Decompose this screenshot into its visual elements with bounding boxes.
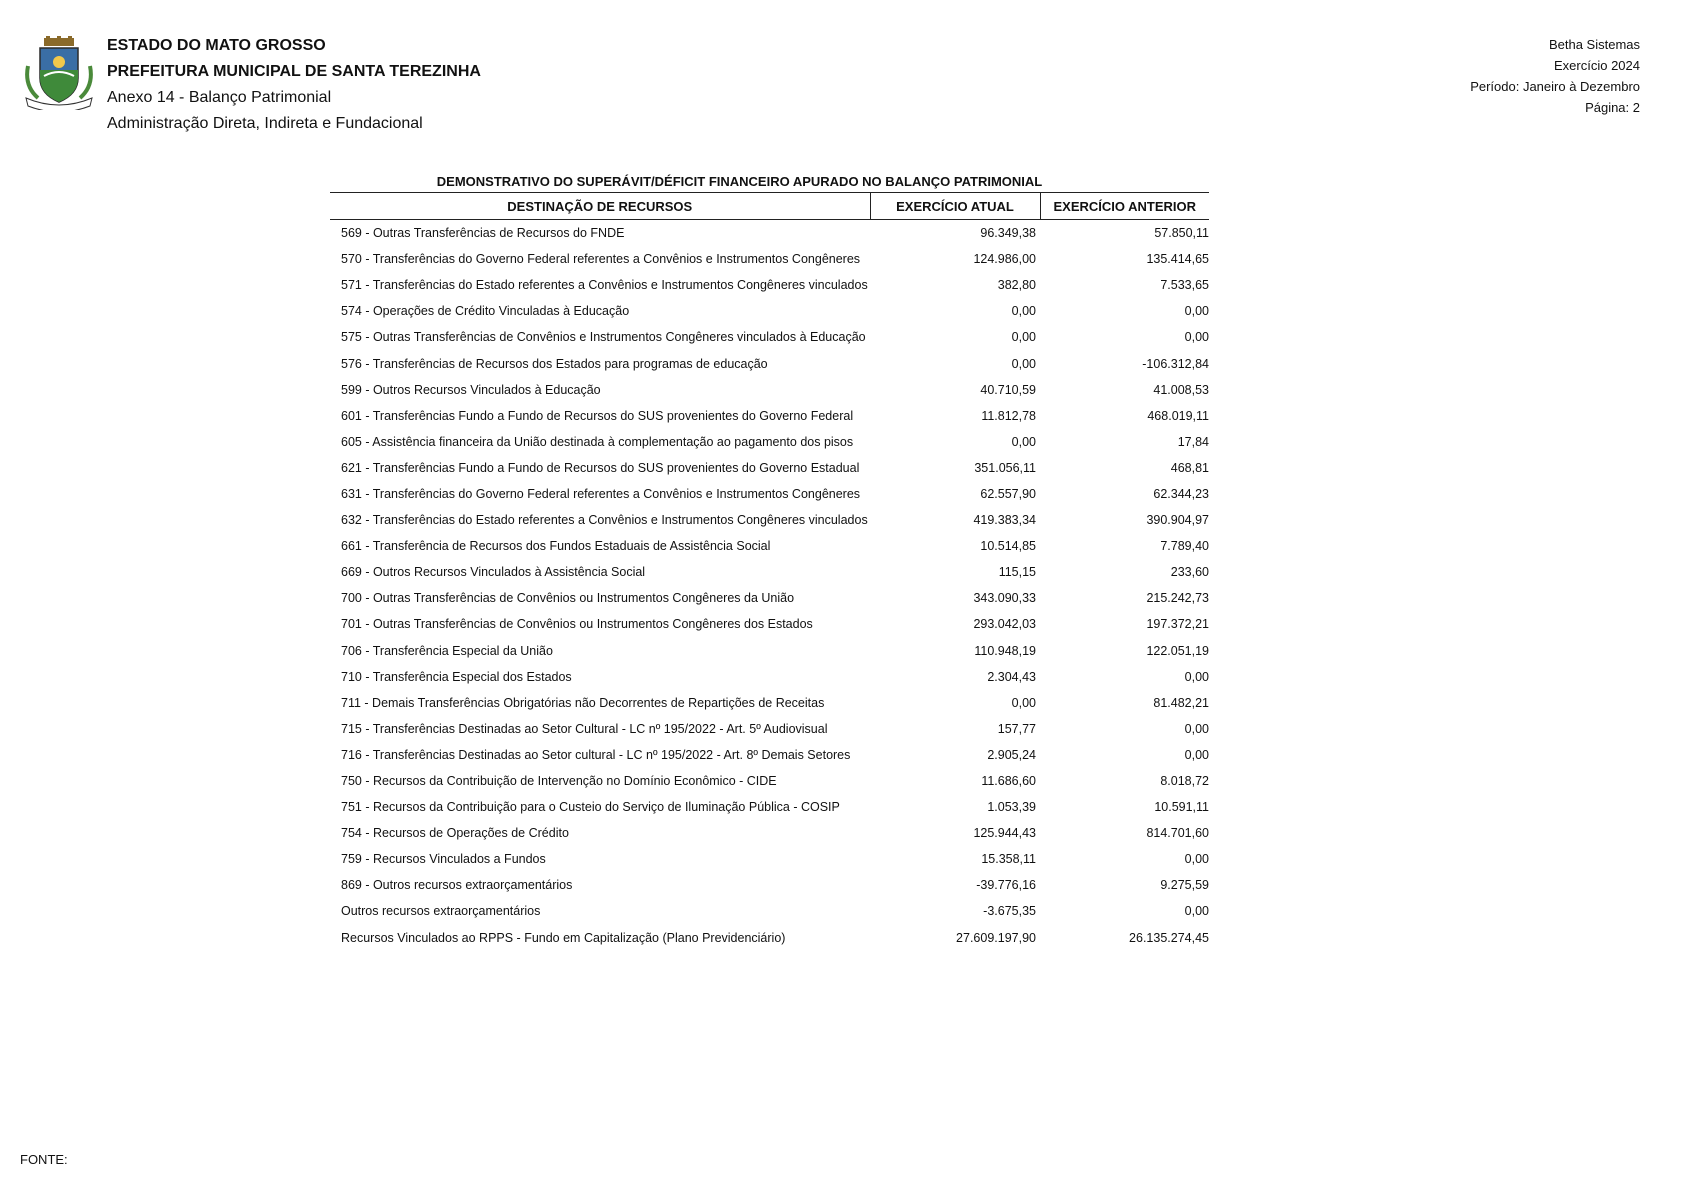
row-destination: 601 - Transferências Fundo a Fundo de Recursos do SUS provenientes do Governo Federal xyxy=(341,408,854,423)
table-row xyxy=(330,638,1209,664)
row-destination: 759 - Recursos Vinculados a Fundos xyxy=(341,852,546,867)
row-destination: 754 - Recursos de Operações de Crédito xyxy=(341,826,569,841)
table-row xyxy=(330,611,1209,637)
row-destination: 621 - Transferências Fundo a Fundo de Recursos do SUS provenientes do Governo Estadual xyxy=(341,460,860,475)
row-previous-year-value: 0,00 xyxy=(1184,304,1209,319)
row-previous-year-value: 8.018,72 xyxy=(1160,774,1209,789)
table-row xyxy=(330,377,1209,403)
row-destination: 599 - Outros Recursos Vinculados à Educação xyxy=(341,382,601,397)
table-row xyxy=(330,690,1209,716)
table-row xyxy=(330,220,1209,247)
row-destination: 715 - Transferências Destinadas ao Setor Cultural - LC nº 195/2022 - Art. 5º Audiovisual xyxy=(341,721,828,736)
row-previous-year-value: 7.789,40 xyxy=(1160,539,1209,554)
report-title: DEMONSTRATIVO DO SUPERÁVIT/DÉFICIT FINANCEIRO APURADO NO BALANÇO PATRIMONIAL xyxy=(436,174,1043,189)
row-current-year-value: 125.944,43 xyxy=(973,826,1036,841)
resources-table xyxy=(330,192,1209,951)
row-current-year-value: 124.986,00 xyxy=(973,252,1036,267)
row-current-year-value: 2.905,24 xyxy=(987,747,1036,762)
table-row xyxy=(330,507,1209,533)
row-current-year-value: 343.090,33 xyxy=(973,591,1036,606)
column-header-destination: DESTINAÇÃO DE RECURSOS xyxy=(330,193,870,220)
source-label: FONTE: xyxy=(20,1152,68,1167)
row-current-year-value: -39.776,16 xyxy=(976,878,1036,893)
table-row xyxy=(330,350,1209,376)
table-row xyxy=(330,846,1209,872)
row-previous-year-value: 135.414,65 xyxy=(1146,252,1209,267)
exercise-year: Exercício 2024 xyxy=(1554,58,1640,73)
table-row xyxy=(330,246,1209,272)
state-name: ESTADO DO MATO GROSSO xyxy=(107,37,326,54)
row-current-year-value: 115,15 xyxy=(998,565,1036,580)
table-row xyxy=(330,820,1209,846)
municipality-name: PREFEITURA MUNICIPAL DE SANTA TEREZINHA xyxy=(107,63,481,80)
row-destination: 701 - Outras Transferências de Convênios ou Instrumentos Congêneres dos Estados xyxy=(341,617,813,632)
row-current-year-value: 110.948,19 xyxy=(974,643,1036,658)
row-previous-year-value: 10.591,11 xyxy=(1154,800,1209,815)
row-previous-year-value: 81.482,21 xyxy=(1153,695,1209,710)
row-current-year-value: 96.349,38 xyxy=(980,226,1036,241)
row-destination: 571 - Transferências do Estado referentes a Convênios e Instrumentos Congêneres vinculados xyxy=(341,278,868,293)
row-current-year-value: 0,00 xyxy=(1011,695,1036,710)
row-destination: 576 - Transferências de Recursos dos Estados para programas de educação xyxy=(341,356,768,371)
row-current-year-value: 0,00 xyxy=(1011,434,1036,449)
row-current-year-value: 27.609.197,90 xyxy=(956,930,1036,945)
row-destination: 605 - Assistência financeira da União destinada à complementação ao pagamento dos pisos xyxy=(341,434,854,449)
table-row xyxy=(330,455,1209,481)
row-previous-year-value: 57.850,11 xyxy=(1154,226,1209,241)
system-name: Betha Sistemas xyxy=(1548,37,1640,52)
table-row xyxy=(330,664,1209,690)
row-current-year-value: 382,80 xyxy=(997,278,1036,293)
row-previous-year-value: 17,84 xyxy=(1177,434,1209,449)
column-header-previous-year: EXERCÍCIO ANTERIOR xyxy=(1040,193,1209,220)
row-current-year-value: 40.710,59 xyxy=(980,382,1036,397)
row-previous-year-value: -106.312,84 xyxy=(1142,356,1209,371)
row-destination: 716 - Transferências Destinadas ao Setor cultural - LC nº 195/2022 - Art. 8º Demais Setores xyxy=(341,747,851,762)
row-previous-year-value: 468,81 xyxy=(1170,460,1209,475)
row-previous-year-value: 0,00 xyxy=(1184,721,1209,736)
period: Período: Janeiro à Dezembro xyxy=(1470,79,1640,94)
row-current-year-value: 11.812,78 xyxy=(981,408,1036,423)
row-destination: 751 - Recursos da Contribuição para o Custeio do Serviço de Iluminação Pública - COSIP xyxy=(341,800,840,815)
administration-scope: Administração Direta, Indireta e Fundacional xyxy=(107,115,423,132)
table-row xyxy=(330,768,1209,794)
report-meta xyxy=(1470,34,1640,118)
row-current-year-value: 15.358,11 xyxy=(981,852,1036,867)
row-destination: 710 - Transferência Especial dos Estados xyxy=(341,669,572,684)
table-row xyxy=(330,324,1209,350)
row-previous-year-value: 814.701,60 xyxy=(1146,826,1209,841)
row-current-year-value: 351.056,11 xyxy=(974,460,1036,475)
table-row xyxy=(330,533,1209,559)
table-row xyxy=(330,925,1209,951)
row-previous-year-value: 197.372,21 xyxy=(1146,617,1209,632)
row-destination: 574 - Operações de Crédito Vinculadas à Educação xyxy=(341,304,630,319)
row-previous-year-value: 9.275,59 xyxy=(1160,878,1209,893)
row-previous-year-value: 0,00 xyxy=(1184,747,1209,762)
row-previous-year-value: 26.135.274,45 xyxy=(1129,930,1209,945)
row-previous-year-value: 215.242,73 xyxy=(1146,591,1209,606)
row-current-year-value: 419.383,34 xyxy=(973,513,1036,528)
row-destination: 569 - Outras Transferências de Recursos do FNDE xyxy=(341,226,625,241)
page-number: Página: 2 xyxy=(1585,100,1640,115)
row-current-year-value: 11.686,60 xyxy=(981,774,1036,789)
row-destination: 575 - Outras Transferências de Convênios e Instrumentos Congêneres vinculados à Educação xyxy=(341,330,866,345)
row-destination: 869 - Outros recursos extraorçamentários xyxy=(341,878,573,893)
coat-of-arms-icon xyxy=(22,36,96,110)
row-current-year-value: 0,00 xyxy=(1011,330,1036,345)
row-current-year-value: 10.514,85 xyxy=(980,539,1036,554)
row-previous-year-value: 0,00 xyxy=(1184,330,1209,345)
row-destination: 750 - Recursos da Contribuição de Intervenção no Domínio Econômico - CIDE xyxy=(341,774,777,789)
row-previous-year-value: 62.344,23 xyxy=(1153,486,1209,501)
row-current-year-value: 293.042,03 xyxy=(973,617,1036,632)
row-current-year-value: 2.304,43 xyxy=(987,669,1036,684)
row-destination: 631 - Transferências do Governo Federal referentes a Convênios e Instrumentos Congêneres xyxy=(341,486,861,501)
row-previous-year-value: 0,00 xyxy=(1184,669,1209,684)
table-row xyxy=(330,794,1209,820)
table-row xyxy=(330,481,1209,507)
row-destination: Recursos Vinculados ao RPPS - Fundo em Capitalização (Plano Previdenciário) xyxy=(341,930,786,945)
table-row xyxy=(330,272,1209,298)
row-destination: 700 - Outras Transferências de Convênios ou Instrumentos Congêneres da União xyxy=(341,591,795,606)
row-previous-year-value: 122.051,19 xyxy=(1146,643,1209,658)
row-previous-year-value: 233,60 xyxy=(1170,565,1209,580)
row-current-year-value: 62.557,90 xyxy=(980,486,1036,501)
table-row xyxy=(330,429,1209,455)
row-previous-year-value: 468.019,11 xyxy=(1147,408,1209,423)
table-row xyxy=(330,742,1209,768)
row-destination: Outros recursos extraorçamentários xyxy=(341,904,541,919)
row-destination: 669 - Outros Recursos Vinculados à Assistência Social xyxy=(341,565,646,580)
row-previous-year-value: 7.533,65 xyxy=(1160,278,1209,293)
row-previous-year-value: 41.008,53 xyxy=(1153,382,1209,397)
table-row xyxy=(330,298,1209,324)
table-header-row xyxy=(330,193,1209,220)
column-header-current-year: EXERCÍCIO ATUAL xyxy=(870,193,1040,220)
row-previous-year-value: 390.904,97 xyxy=(1146,513,1209,528)
row-destination: 661 - Transferência de Recursos dos Fundos Estaduais de Assistência Social xyxy=(341,539,771,554)
table-row xyxy=(330,559,1209,585)
row-destination: 632 - Transferências do Estado referentes a Convênios e Instrumentos Congêneres vinculados xyxy=(341,513,868,528)
report-section xyxy=(330,172,1209,951)
row-destination: 711 - Demais Transferências Obrigatórias não Decorrentes de Repartições de Receitas xyxy=(341,695,825,710)
row-previous-year-value: 0,00 xyxy=(1184,904,1209,919)
row-destination: 570 - Transferências do Governo Federal referentes a Convênios e Instrumentos Congêneres xyxy=(341,252,861,267)
row-previous-year-value: 0,00 xyxy=(1184,852,1209,867)
table-row xyxy=(330,403,1209,429)
row-destination: 706 - Transferência Especial da União xyxy=(341,643,553,658)
row-current-year-value: 0,00 xyxy=(1011,304,1036,319)
table-row xyxy=(330,585,1209,611)
report-header xyxy=(107,33,481,137)
table-row xyxy=(330,898,1209,924)
row-current-year-value: 157,77 xyxy=(997,721,1036,736)
table-row xyxy=(330,872,1209,898)
table-row xyxy=(330,716,1209,742)
annex-title: Anexo 14 - Balanço Patrimonial xyxy=(107,89,332,106)
row-current-year-value: 0,00 xyxy=(1011,356,1036,371)
row-current-year-value: 1.053,39 xyxy=(987,800,1036,815)
row-current-year-value: -3.675,35 xyxy=(983,904,1036,919)
